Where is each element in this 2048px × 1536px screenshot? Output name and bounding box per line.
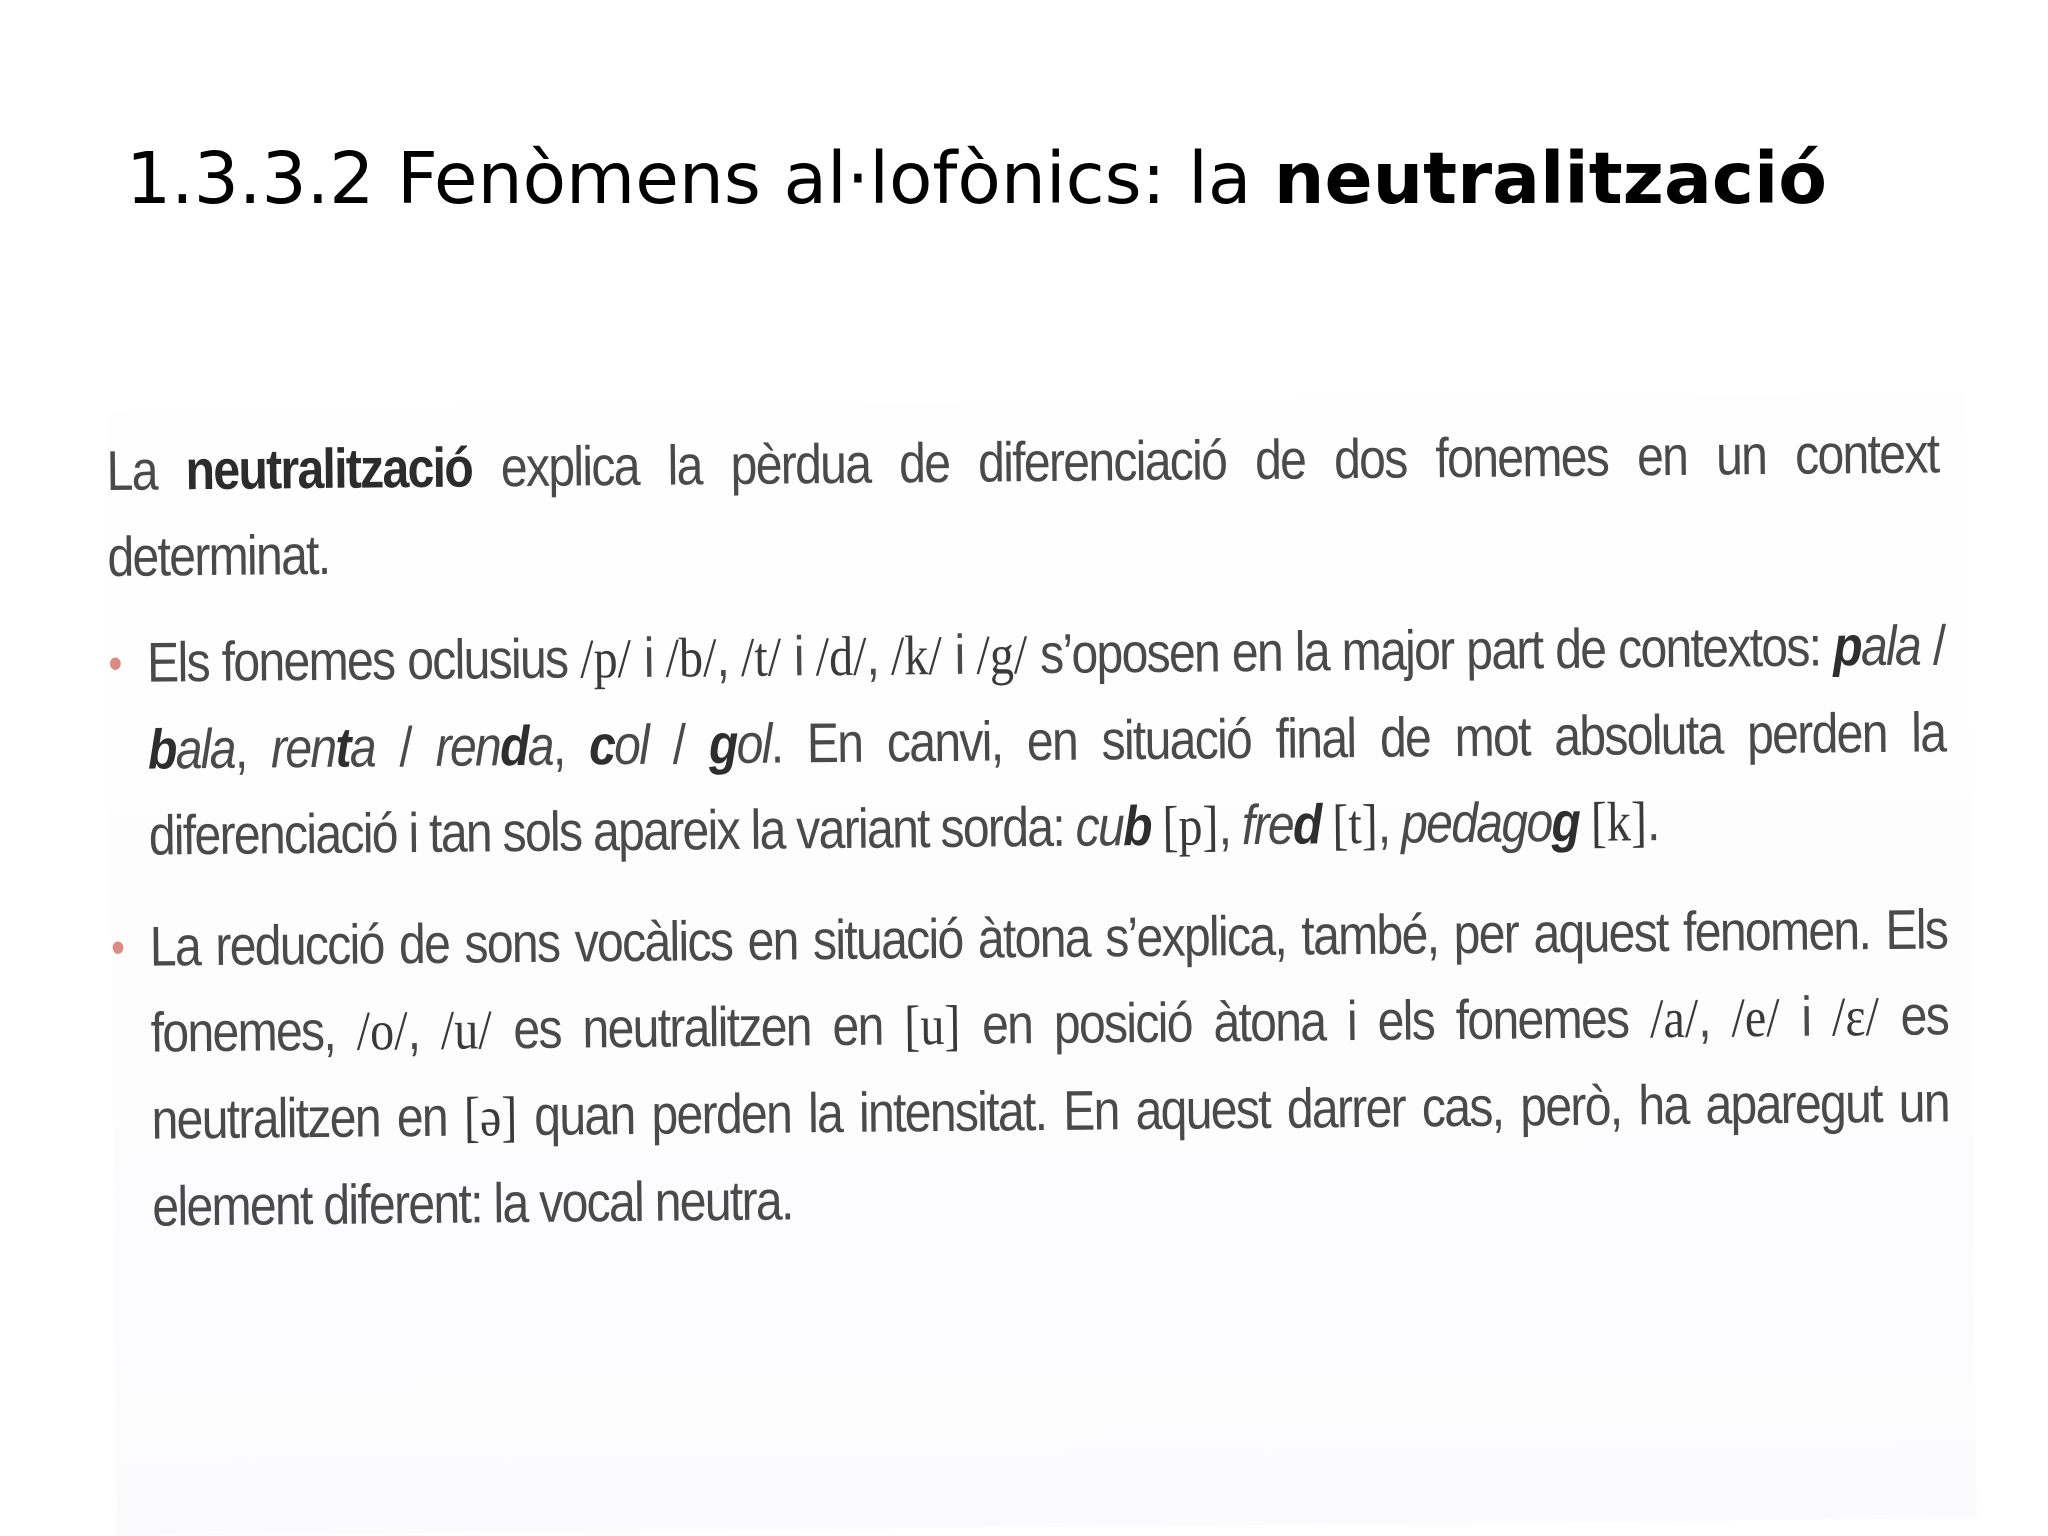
phoneme: /o/ <box>356 1000 408 1063</box>
phoneme: /ɛ/ <box>1831 986 1880 1049</box>
phoneme: /g/ <box>976 624 1028 687</box>
example-word: ol <box>736 711 771 775</box>
phoneme: /b/ <box>665 627 717 690</box>
phone: [ə] <box>463 1086 518 1149</box>
text: Els fonemes oclusius <box>146 626 581 694</box>
example-word: ren <box>270 715 336 780</box>
title-prefix: 1.3.3.2 Fenòmens al·lofònics: la <box>126 137 1274 220</box>
space <box>1579 790 1591 853</box>
phone: [t] <box>1331 793 1379 857</box>
separator: / <box>374 714 436 779</box>
text: , <box>1697 985 1732 1049</box>
text: , <box>866 623 892 687</box>
definition-before: La <box>106 438 186 502</box>
phone: [p] <box>1162 795 1219 858</box>
phoneme: /k/ <box>890 624 943 688</box>
period: . <box>1646 789 1659 853</box>
separator: / <box>1919 613 1945 677</box>
separator: , <box>552 713 590 777</box>
example-highlight: b <box>147 717 176 781</box>
phoneme: /a/ <box>1649 987 1699 1051</box>
text: s’oposen en la major part de contextos: <box>1026 614 1834 686</box>
example-word: fre <box>1241 792 1294 857</box>
excerpt-body <box>106 410 1954 1250</box>
title-emphasis: neutralització <box>1273 137 1828 220</box>
separator: , <box>1218 793 1243 857</box>
example-highlight: c <box>588 713 615 777</box>
example-highlight: t <box>335 715 351 779</box>
phoneme: /u/ <box>440 999 493 1062</box>
text: i <box>630 625 666 689</box>
example-highlight: d <box>499 713 529 778</box>
text: i <box>1779 984 1833 1048</box>
text: es neutralitzen en <box>151 983 1949 1151</box>
text: , <box>407 997 442 1062</box>
example-word: ala <box>175 716 236 781</box>
text: i <box>780 624 816 688</box>
text: es neutralitzen en <box>491 993 905 1061</box>
bullet-marker: • <box>110 920 124 973</box>
phone: [k] <box>1590 791 1648 854</box>
example-highlight: g <box>708 711 737 776</box>
example-highlight: b <box>1122 793 1152 858</box>
phoneme: /t/ <box>740 626 782 689</box>
text: . En canvi, en situació final de mot absoluta perden la diferenciació i tan sols apareix la variant sorda: <box>148 700 1946 867</box>
example-word: ren <box>435 714 501 778</box>
slide-title <box>126 138 1827 220</box>
text: quan perden la intensitat. En aquest darrer cas, però, ha aparegut un element diferent: la vocal neutra. <box>152 1070 1950 1238</box>
example-highlight: d <box>1292 792 1321 856</box>
separator: , <box>1377 791 1402 855</box>
space <box>1150 794 1162 857</box>
bullet-marker: • <box>108 636 121 689</box>
scanned-textbook-excerpt <box>106 392 1977 1536</box>
separator: / <box>647 712 710 776</box>
text: La reducció de sons vocàlics en situació àtona s’explica, també, per aquest fenomen. Els fonemes, <box>149 897 1948 1064</box>
text: i <box>941 622 977 686</box>
definition-term: neutralització <box>185 435 473 502</box>
example-word: a <box>527 713 554 777</box>
example-word: ol <box>613 712 649 777</box>
example-highlight: p <box>1832 614 1862 678</box>
space <box>1320 792 1332 855</box>
phoneme: /p/ <box>579 627 632 691</box>
phone: [u] <box>903 994 961 1058</box>
example-word: cu <box>1075 794 1124 858</box>
definition-paragraph <box>106 410 1939 600</box>
text: , <box>716 624 742 689</box>
text: en posició àtona i els fonemes <box>960 986 1651 1056</box>
bullet-occlusives <box>108 602 1947 880</box>
phoneme: /e/ <box>1731 986 1780 1050</box>
bullet-vowel-reduction <box>111 886 1950 1250</box>
example-word: ala <box>1860 613 1921 678</box>
example-word: a <box>349 715 376 779</box>
separator: , <box>234 716 272 780</box>
phoneme: /d/ <box>815 625 867 689</box>
definition-after: explica la pèrdua de diferenciació de dos fonemes en un context determinat. <box>107 421 1939 588</box>
example-word: pedago <box>1400 790 1552 855</box>
example-highlight: g <box>1551 789 1580 854</box>
